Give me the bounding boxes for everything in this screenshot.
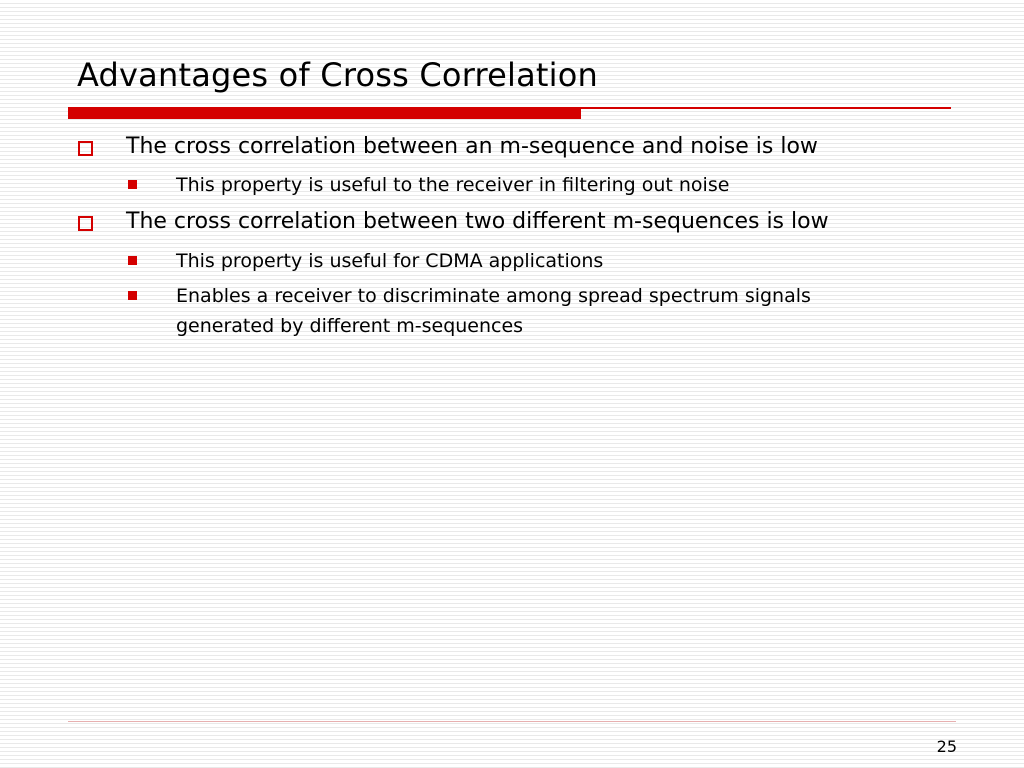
title-underline-thin xyxy=(581,107,951,109)
hollow-square-bullet-icon xyxy=(78,141,93,156)
bullet-item: The cross correlation between two different m-sequences is low xyxy=(126,209,829,234)
filled-square-bullet-icon xyxy=(128,256,137,265)
sub-bullet-item: This property is useful for CDMA applications xyxy=(176,250,604,272)
slide-title: Advantages of Cross Correlation xyxy=(77,56,599,94)
hollow-square-bullet-icon xyxy=(78,216,93,231)
sub-bullet-item: This property is useful to the receiver in filtering out noise xyxy=(176,174,730,196)
sub-bullet-item: Enables a receiver to discriminate among spread spectrum signals xyxy=(176,285,811,307)
title-underline-thick xyxy=(68,107,581,119)
footer-divider xyxy=(68,721,956,722)
title-underline xyxy=(68,107,951,119)
sub-bullet-item-continuation: generated by different m-sequences xyxy=(176,315,524,337)
page-number: 25 xyxy=(936,737,957,756)
bullet-item: The cross correlation between an m-sequence and noise is low xyxy=(126,134,818,159)
filled-square-bullet-icon xyxy=(128,180,137,189)
filled-square-bullet-icon xyxy=(128,291,137,300)
